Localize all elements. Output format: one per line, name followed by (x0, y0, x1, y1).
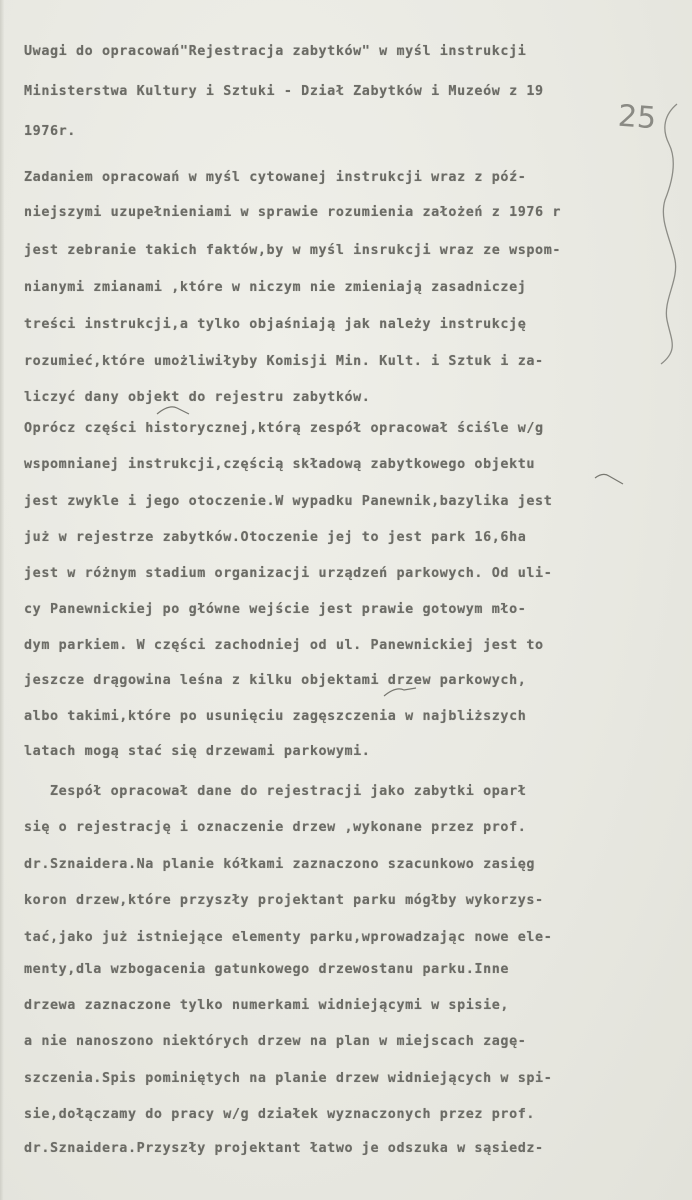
p3-line-6: menty,dla wzbogacenia gatunkowego drzewostanu parku.Inne (24, 962, 510, 977)
p3-line-9: szczenia.Spis pominiętych na planie drzew widniejących w spi- (24, 1071, 553, 1086)
p2-line-8: jeszcze drągowina leśna z kilku objektami drzew parkowych, (24, 673, 527, 688)
p2-line-5: jest w różnym stadium organizacji urządzeń parkowych. Od uli- (24, 566, 553, 581)
p2-line-4: już w rejestrze zabytków.Otoczenie jej to jest park 16,6ha (24, 530, 527, 545)
p2-line-10: latach mogą stać się drzewami parkowymi. (24, 744, 371, 759)
p1-line-5: treści instrukcji,a tylko objaśniają jak należy instrukcję (24, 317, 527, 332)
title-line-1: Uwagi do opracowań"Rejestracja zabytków" w myśl instrukcji (24, 44, 527, 59)
p3-line-3: dr.Sznaidera.Na planie kółkami zaznaczono szacunkowo zasięg (24, 857, 536, 872)
p3-line-1: Zespół opracował dane do rejestracji jako zabytki oparł (24, 784, 527, 799)
p1-line-3: jest zebranie takich faktów,by w myśl insrukcji wraz ze wspom- (24, 243, 562, 258)
p1-line-7: liczyć dany objekt do rejestru zabytków. (24, 390, 371, 405)
p2-line-7: dym parkiem. W części zachodniej od ul. Panewnickiej jest to (24, 638, 544, 653)
p3-line-10: sie,dołączamy do pracy w/g działek wyznaczonych przez prof. (24, 1107, 536, 1122)
title-line-2: Ministerstwa Kultury i Sztuki - Dział Zabytków i Muzeów z 19 (24, 84, 544, 99)
p3-line-4: koron drzew,które przyszły projektant parku mógłby wykorzys- (24, 893, 544, 908)
handwritten-page-number: 25 (616, 98, 658, 137)
p2-line-9: albo takimi,które po usunięciu zagęszczenia w najbliższych (24, 709, 527, 724)
correction-mark-icon (155, 402, 191, 418)
p3-line-11: dr.Sznaidera.Przyszły projektant łatwo je odszuka w sąsiedz- (24, 1141, 544, 1156)
title-line-3: 1976r. (24, 124, 76, 139)
p3-line-7: drzewa zaznaczone tylko numerkami widniejącymi w spisie, (24, 998, 510, 1013)
p2-line-1: Oprócz części historycznej,którą zespół opracował ściśle w/g (24, 421, 544, 436)
correction-mark-icon (593, 470, 629, 486)
p1-line-2: niejszymi uzupełnieniami w sprawie rozumienia założeń z 1976 r (24, 205, 562, 220)
p2-line-6: cy Panewnickiej po główne wejście jest prawie gotowym mło- (24, 602, 527, 617)
page-edge (0, 0, 4, 1200)
p1-line-1: Zadaniem opracowań w myśl cytowanej instrukcji wraz z póź- (24, 170, 527, 185)
p2-line-3: jest zwykle i jego otoczenie.W wypadku Panewnik,bazylika jest (24, 494, 553, 509)
p1-line-6: rozumieć,które umożliwiłyby Komisji Min. Kult. i Sztuk i za- (24, 354, 544, 369)
p3-line-8: a nie nanoszono niektórych drzew na plan w miejscach zagę- (24, 1034, 527, 1049)
correction-mark-icon (382, 684, 418, 700)
p3-line-2: się o rejestrację i oznaczenie drzew ,wykonane przez prof. (24, 820, 527, 835)
p2-line-2: wspomnianej instrukcji,częścią składową zabytkowego objektu (24, 457, 536, 472)
p1-line-4: nianymi zmianami ,które w niczym nie zmieniają zasadniczej (24, 280, 527, 295)
handwritten-brace-icon (655, 100, 691, 370)
p3-line-5: tać,jako już istniejące elementy parku,wprowadzając nowe ele- (24, 930, 553, 945)
